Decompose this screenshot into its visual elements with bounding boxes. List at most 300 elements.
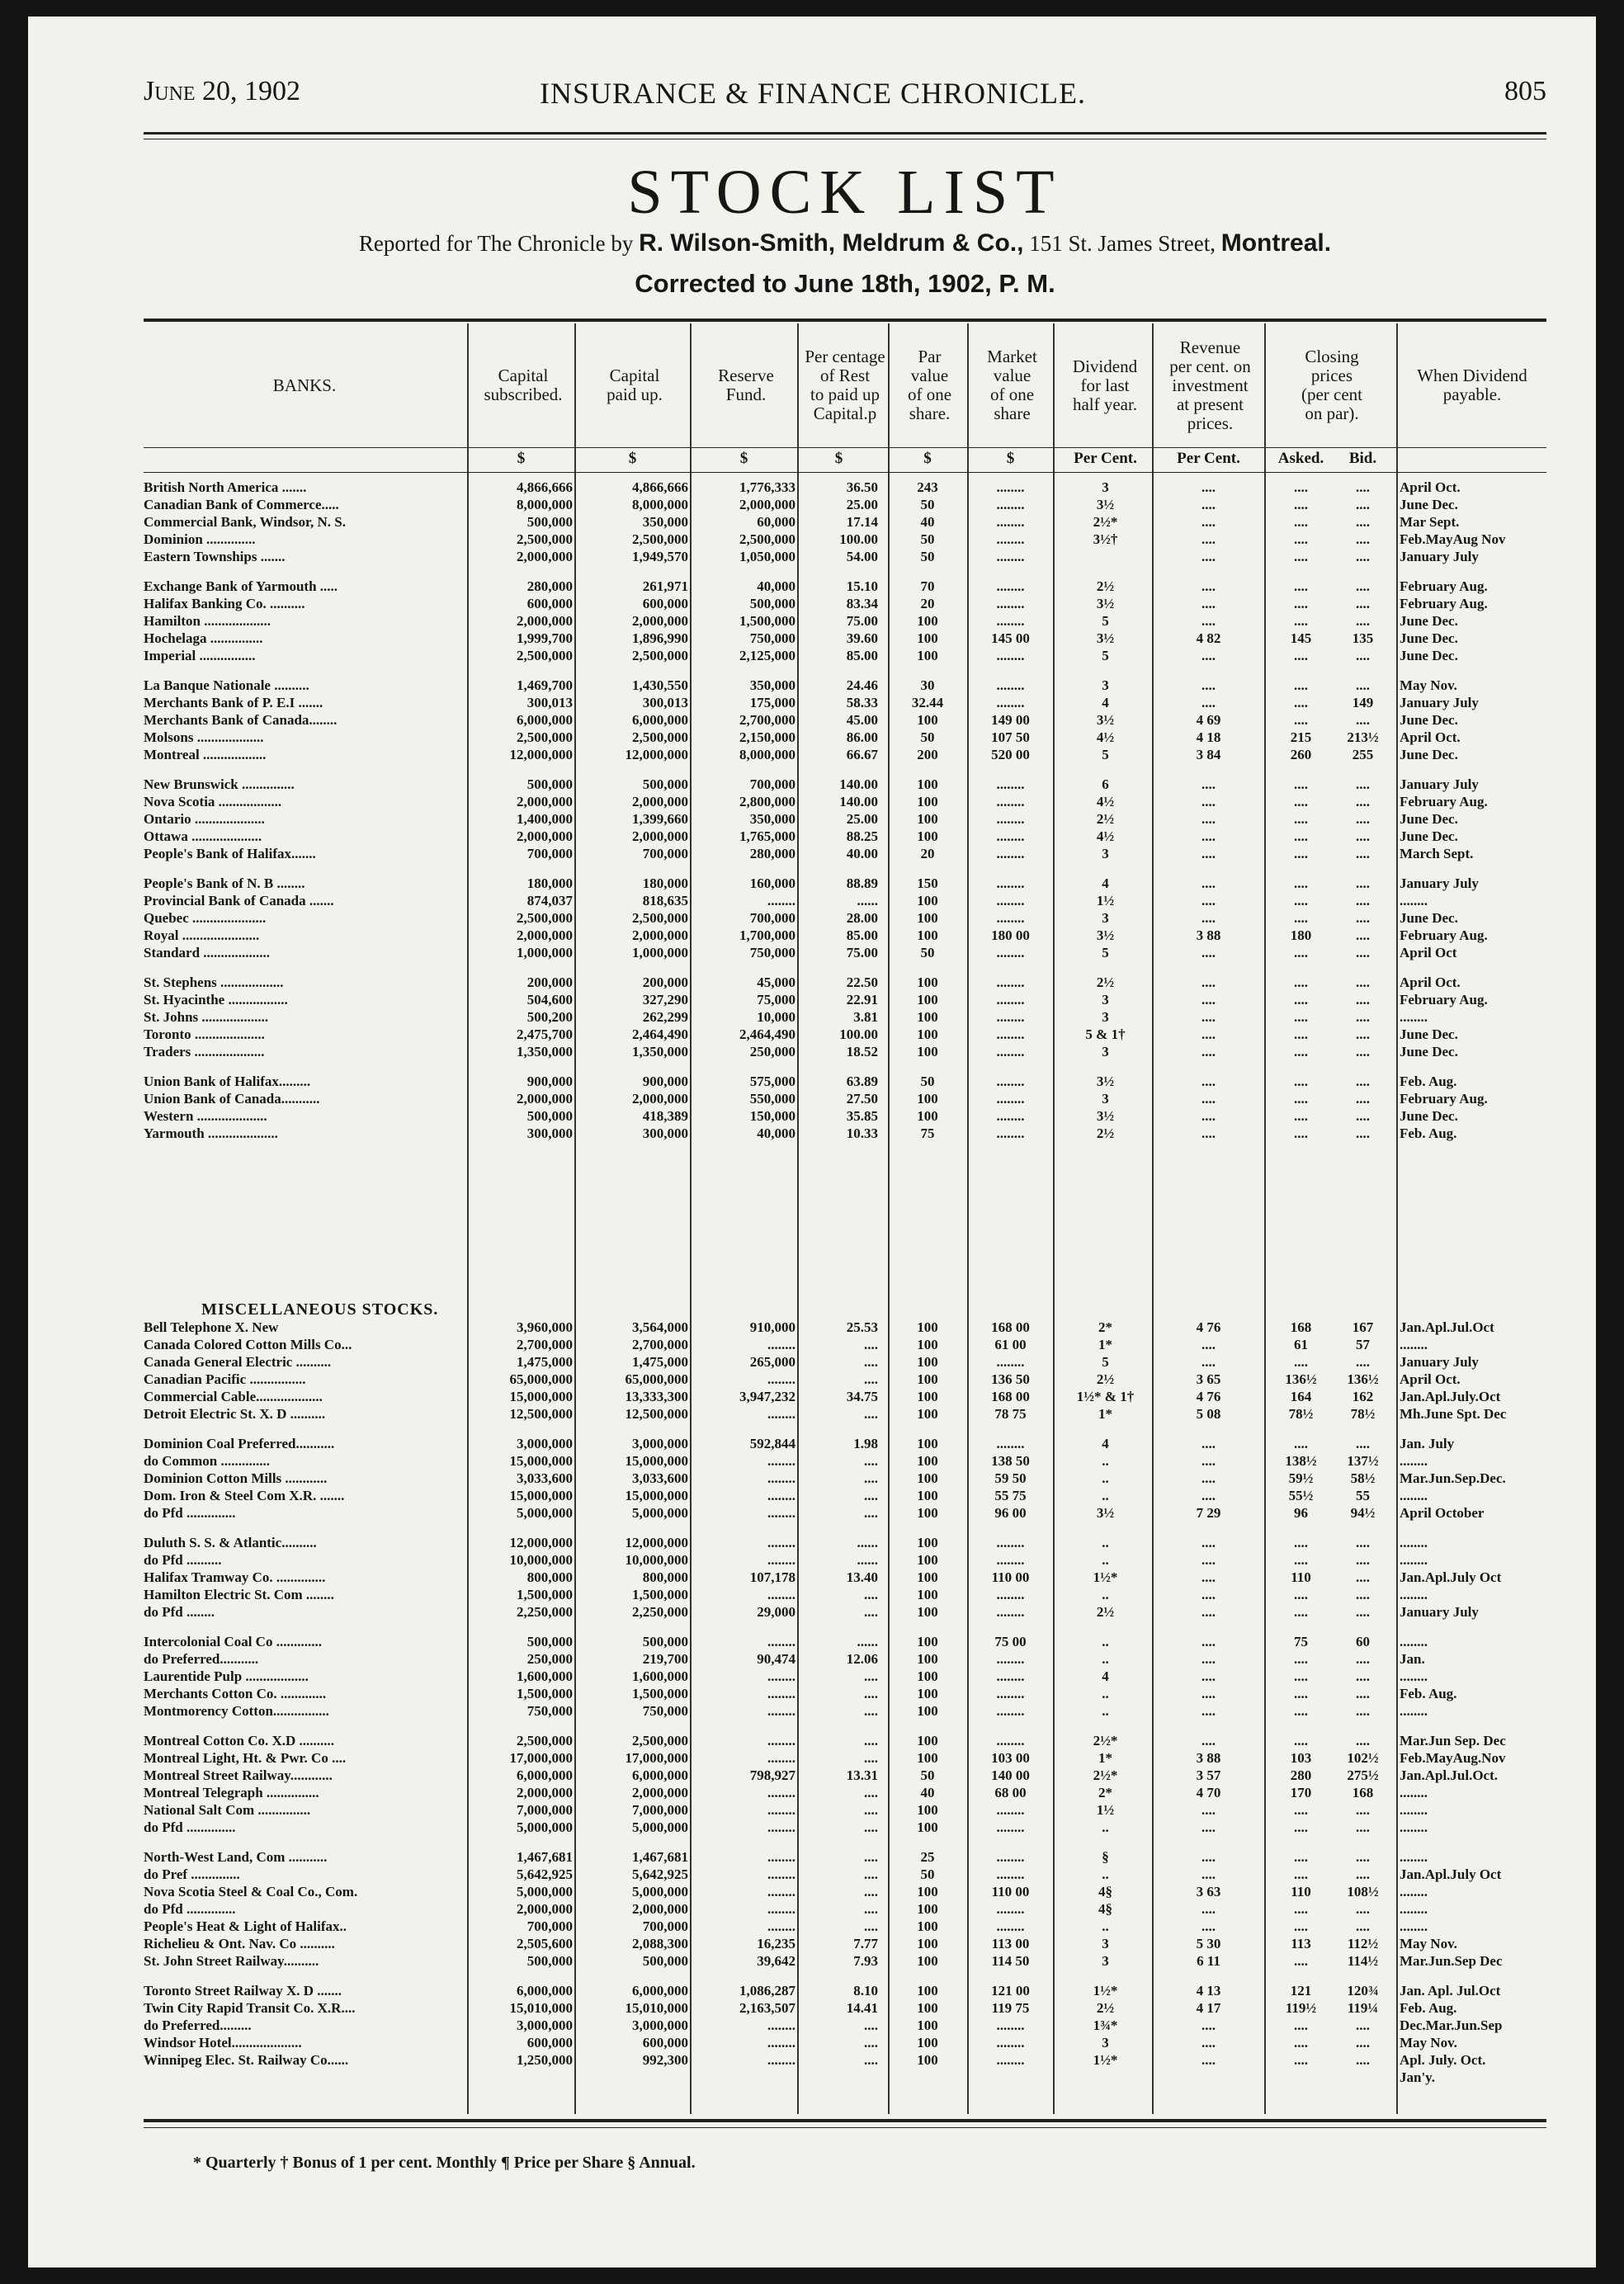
- cell-pct: 54.00: [846, 549, 878, 564]
- cell-name: Merchants Cotton Co. .............: [144, 1686, 327, 1701]
- table-row: [144, 496, 1546, 513]
- cell-res: ........: [767, 1470, 795, 1486]
- cell-ask: ....: [1294, 1587, 1308, 1602]
- cell-par: 100: [917, 1733, 938, 1748]
- cell-mkt: ........: [996, 1866, 1025, 1882]
- cell-rev: ....: [1201, 1703, 1216, 1719]
- cell-cap: 5,000,000: [517, 1819, 573, 1835]
- cell-name: Hamilton Electric St. Com ........: [144, 1587, 334, 1602]
- cell-ask: 59½: [1288, 1470, 1314, 1486]
- cell-rev: ....: [1201, 1470, 1216, 1486]
- cell-cap: 3,033,600: [517, 1470, 573, 1486]
- cell-pct: 63.89: [846, 1074, 878, 1089]
- reported-address: 151 St. James Street,: [1029, 231, 1216, 256]
- cell-rev: ....: [1201, 776, 1216, 792]
- cell-par: 100: [917, 1091, 938, 1107]
- cell-par: 100: [917, 712, 938, 728]
- cell-par: 200: [917, 747, 938, 762]
- cell-par: 100: [917, 1936, 938, 1951]
- cell-div: 5: [1102, 613, 1109, 629]
- table-row: [144, 776, 1546, 793]
- cell-par: 100: [917, 1819, 938, 1835]
- cell-mkt: ........: [996, 1108, 1025, 1124]
- cell-rev: 3 63: [1196, 1884, 1221, 1899]
- cell-rev: ....: [1201, 875, 1216, 891]
- cell-ask: ....: [1294, 846, 1308, 861]
- cell-pct: ....: [864, 1884, 878, 1899]
- cell-pay: June Dec.: [1400, 747, 1458, 762]
- cell-par: 40: [920, 514, 935, 530]
- unit-div: Per Cent.: [1074, 450, 1137, 467]
- cell-pct: 15.10: [846, 578, 878, 594]
- cell-rev: 3 88: [1196, 1750, 1221, 1766]
- cell-bid: 120¾: [1347, 1983, 1379, 1998]
- table-bottom-rule: [144, 2119, 1546, 2122]
- cell-pay: April Oct: [1400, 945, 1457, 960]
- cell-div: 4: [1102, 1668, 1109, 1684]
- cell-rev: ....: [1201, 1074, 1216, 1089]
- cell-par: 100: [917, 1044, 938, 1059]
- cell-name: Winnipeg Elec. St. Railway Co......: [144, 2052, 349, 2068]
- cell-mkt: ........: [996, 974, 1025, 990]
- table-row: [144, 746, 1546, 763]
- cell-paid: 2,700,000: [632, 1337, 688, 1352]
- cell-rev: 5 30: [1196, 1936, 1221, 1951]
- table-row: [144, 974, 1546, 991]
- cell-cap: 8,000,000: [517, 497, 573, 512]
- table-row: [144, 1603, 1546, 1621]
- cell-name: Ontario ....................: [144, 811, 265, 827]
- cell-par: 100: [917, 1901, 938, 1917]
- cell-bid: 255: [1352, 747, 1374, 762]
- cell-name: Hamilton ...................: [144, 613, 271, 629]
- cell-pct: 13.31: [846, 1767, 878, 1783]
- cell-pct: 58.33: [846, 695, 878, 710]
- cell-paid: 7,000,000: [632, 1802, 688, 1818]
- cell-mkt: ........: [996, 1802, 1025, 1818]
- cell-ask: 75: [1294, 1634, 1308, 1649]
- cell-name: Quebec .....................: [144, 910, 267, 926]
- cell-name: Yarmouth ....................: [144, 1125, 278, 1141]
- cell-div: 6: [1102, 776, 1109, 792]
- cell-pay: January July: [1400, 776, 1479, 792]
- cell-mkt: 168 00: [991, 1319, 1030, 1335]
- cell-name: Canada Colored Cotton Mills Co...: [144, 1337, 352, 1352]
- cell-div: 2½*: [1093, 1733, 1118, 1748]
- cell-bid: ....: [1356, 828, 1370, 844]
- cell-res: ........: [767, 1733, 795, 1748]
- cell-bid: 94½: [1350, 1505, 1376, 1521]
- cell-paid: 3,033,600: [632, 1470, 688, 1486]
- table-row: [144, 647, 1546, 664]
- cell-pay: May Nov.: [1400, 1936, 1457, 1951]
- cell-cap: 300,013: [526, 695, 573, 710]
- cell-par: 100: [917, 1470, 938, 1486]
- cell-paid: 12,000,000: [625, 1535, 688, 1550]
- cell-rev: 5 08: [1196, 1406, 1221, 1422]
- cell-res: ........: [767, 1406, 795, 1422]
- cell-cap: 2,000,000: [517, 1901, 573, 1917]
- reported-prefix: Reported for The Chronicle by: [358, 231, 634, 256]
- cell-rev: ....: [1201, 945, 1216, 960]
- unit-paid: $: [628, 450, 637, 467]
- cell-mkt: ........: [996, 497, 1025, 512]
- cell-res: 16,235: [757, 1936, 795, 1951]
- table-row: [144, 2034, 1546, 2051]
- cell-pay: Feb.MayAug.Nov: [1400, 1750, 1506, 1766]
- unit-bid: Bid.: [1348, 450, 1377, 467]
- cell-pct: 45.00: [846, 712, 878, 728]
- cell-rev: ....: [1201, 1453, 1216, 1469]
- page-body: [144, 17, 1546, 2267]
- cell-pct: ....: [864, 1505, 878, 1521]
- cell-pct: ....: [864, 1733, 878, 1748]
- cell-pct: 88.89: [846, 875, 878, 891]
- cell-pct: 18.52: [846, 1044, 878, 1059]
- cell-pay: June Dec.: [1400, 613, 1458, 629]
- cell-ask: ....: [1294, 479, 1308, 495]
- cell-pct: 14.41: [846, 2000, 878, 2016]
- cell-par: 100: [917, 1354, 938, 1370]
- cell-pay: ........: [1400, 1668, 1428, 1684]
- cell-name: Exchange Bank of Yarmouth .....: [144, 578, 338, 594]
- cell-mkt: ........: [996, 1091, 1025, 1107]
- cell-par: 100: [917, 974, 938, 990]
- cell-par: 100: [917, 1406, 938, 1422]
- cell-mkt: 75 00: [994, 1634, 1027, 1649]
- cell-bid: ....: [1356, 1074, 1370, 1089]
- cell-pct: ....: [864, 1371, 878, 1387]
- cell-name: Toronto Street Railway X. D .......: [144, 1983, 342, 1998]
- cell-paid: 2,000,000: [632, 1901, 688, 1917]
- cell-mkt: ........: [996, 893, 1025, 908]
- cell-res: 1,776,333: [739, 479, 795, 495]
- table-row: [144, 828, 1546, 845]
- cell-rev: 3 57: [1196, 1767, 1221, 1783]
- cell-cap: 250,000: [526, 1651, 573, 1667]
- cell-mkt: ........: [996, 1849, 1025, 1865]
- cell-ask: ....: [1294, 1074, 1308, 1089]
- cell-pct: ....: [864, 1866, 878, 1882]
- cell-res: 350,000: [749, 677, 795, 693]
- cell-pay: February Aug.: [1400, 992, 1488, 1008]
- table-row: [144, 991, 1546, 1008]
- cell-par: 100: [917, 1319, 938, 1335]
- misc-section-title: MISCELLANEOUS STOCKS.: [201, 1300, 439, 1319]
- cell-rev: ....: [1201, 974, 1216, 990]
- cell-mkt: ........: [996, 2017, 1025, 2033]
- table-row: [144, 1650, 1546, 1668]
- cell-cap: 2,500,000: [517, 531, 573, 547]
- cell-name: New Brunswick ...............: [144, 776, 295, 792]
- cell-cap: 2,000,000: [517, 794, 573, 809]
- cell-paid: 6,000,000: [632, 1983, 688, 1998]
- cell-mkt: 78 75: [994, 1406, 1027, 1422]
- cell-name: do Pref ..............: [144, 1866, 240, 1882]
- cell-res: ........: [767, 1802, 795, 1818]
- cell-bid: ....: [1356, 1091, 1370, 1107]
- cell-ask: ....: [1294, 613, 1308, 629]
- cell-ask: ....: [1294, 1091, 1308, 1107]
- cell-pay: ........: [1400, 1453, 1428, 1469]
- cell-bid: 167: [1352, 1319, 1374, 1335]
- cell-name: Merchants Bank of Canada........: [144, 712, 338, 728]
- header-bottom-rule: [144, 447, 1546, 448]
- cell-mkt: ........: [996, 596, 1025, 611]
- cell-mkt: 114 50: [991, 1953, 1030, 1969]
- cell-pay: Feb. Aug.: [1400, 2000, 1457, 2016]
- cell-ask: ....: [1294, 2052, 1308, 2068]
- cell-rev: ....: [1201, 1552, 1216, 1568]
- table-row: [144, 1999, 1546, 2017]
- cell-ask: ....: [1294, 531, 1308, 547]
- cell-div: 1*: [1098, 1337, 1112, 1352]
- table-row: [144, 1504, 1546, 1522]
- cell-pay: ........: [1400, 1819, 1428, 1835]
- cell-par: 50: [920, 549, 935, 564]
- col-market-value: Market value of one share: [987, 347, 1037, 423]
- cell-ask: ....: [1294, 1436, 1308, 1451]
- table-row: [144, 1551, 1546, 1569]
- cell-res: 10,000: [757, 1009, 795, 1025]
- col-capital-paid: Capital paid up.: [607, 366, 663, 404]
- cell-paid: 1,475,000: [632, 1354, 688, 1370]
- cell-pay: ........: [1400, 1703, 1428, 1719]
- cell-mkt: ........: [996, 992, 1025, 1008]
- cell-name: Dominion ..............: [144, 531, 256, 547]
- cell-div: §: [1102, 1849, 1109, 1865]
- cell-par: 100: [917, 2052, 938, 2068]
- cell-bid: 108½: [1347, 1884, 1379, 1899]
- cell-paid: 5,000,000: [632, 1505, 688, 1521]
- cell-cap: 1,500,000: [517, 1686, 573, 1701]
- unit-rev: Per Cent.: [1177, 450, 1240, 467]
- cell-paid: 5,000,000: [632, 1884, 688, 1899]
- cell-bid: ....: [1356, 1733, 1370, 1748]
- cell-div: 3: [1102, 1009, 1109, 1025]
- cell-par: 150: [917, 875, 938, 891]
- cell-res: ........: [767, 1686, 795, 1701]
- cell-div: 4: [1102, 875, 1109, 891]
- cell-bid: 57: [1356, 1337, 1370, 1352]
- cell-bid: ....: [1356, 531, 1370, 547]
- table-header: [144, 323, 1546, 447]
- cell-rev: ....: [1201, 497, 1216, 512]
- table-row: [144, 513, 1546, 531]
- cell-mkt: ........: [996, 1901, 1025, 1917]
- cell-cap: 15,010,000: [509, 2000, 573, 2016]
- cell-mkt: 520 00: [991, 747, 1030, 762]
- cell-mkt: ........: [996, 1686, 1025, 1701]
- table-row: [144, 1767, 1546, 1784]
- cell-ask: 260: [1290, 747, 1312, 762]
- cell-paid: 1,600,000: [632, 1668, 688, 1684]
- footnote: * Quarterly † Bonus of 1 per cent. Monthly ¶ Price per Share § Annual.: [193, 2154, 696, 2172]
- cell-div: 1¾*: [1093, 2017, 1118, 2033]
- cell-par: 100: [917, 927, 938, 943]
- cell-cap: 874,037: [526, 893, 573, 908]
- cell-pay: ........: [1400, 1552, 1428, 1568]
- cell-cap: 12,500,000: [509, 1406, 573, 1422]
- cell-div: 2½: [1096, 1125, 1115, 1141]
- cell-pay: January July: [1400, 1604, 1479, 1620]
- cell-res: 500,000: [749, 596, 795, 611]
- cell-paid: 500,000: [642, 1634, 688, 1649]
- cell-res: 550,000: [749, 1091, 795, 1107]
- cell-ask: 136½: [1285, 1371, 1317, 1387]
- cell-par: 25: [920, 1849, 935, 1865]
- cell-pay: February Aug.: [1400, 596, 1488, 611]
- cell-div: 2½: [1096, 1604, 1115, 1620]
- cell-ask: 103: [1290, 1750, 1312, 1766]
- cell-par: 100: [917, 1535, 938, 1550]
- cell-mkt: 107 50: [991, 729, 1030, 745]
- cell-rev: ....: [1201, 794, 1216, 809]
- cell-bid: ....: [1356, 1009, 1370, 1025]
- cell-pct: 36.50: [846, 479, 878, 495]
- cell-pay: ........: [1400, 1785, 1428, 1800]
- cell-par: 100: [917, 776, 938, 792]
- cell-ask: ....: [1294, 578, 1308, 594]
- cell-rev: ....: [1201, 893, 1216, 908]
- cell-res: 265,000: [749, 1354, 795, 1370]
- cell-rev: ....: [1201, 1044, 1216, 1059]
- cell-paid: 2,500,000: [632, 1733, 688, 1748]
- table-row: [144, 2051, 1546, 2069]
- cell-paid: 219,700: [642, 1651, 688, 1667]
- cell-cap: 1,500,000: [517, 1587, 573, 1602]
- cell-mkt: 113 00: [991, 1936, 1030, 1951]
- table-row: [144, 677, 1546, 694]
- cell-mkt: ........: [996, 1026, 1025, 1042]
- cell-mkt: 119 75: [991, 2000, 1030, 2016]
- table-row: [144, 1883, 1546, 1900]
- cell-paid: 15,000,000: [625, 1453, 688, 1469]
- cell-bid: ....: [1356, 712, 1370, 728]
- cell-cap: 1,350,000: [517, 1044, 573, 1059]
- cell-mkt: ........: [996, 1651, 1025, 1667]
- cell-pay: May Nov.: [1400, 2035, 1457, 2050]
- cell-ask: ....: [1294, 497, 1308, 512]
- cell-cap: 500,000: [526, 1108, 573, 1124]
- cell-name: Montreal Cotton Co. X.D ..........: [144, 1733, 335, 1748]
- cell-bid: 55: [1356, 1488, 1370, 1503]
- cell-pay: ........: [1400, 893, 1428, 908]
- cell-name: Canadian Pacific ................: [144, 1371, 306, 1387]
- table-row: [144, 1848, 1546, 1866]
- cell-cap: 2,500,000: [517, 729, 573, 745]
- cell-rev: ....: [1201, 1587, 1216, 1602]
- cell-div: 5: [1102, 747, 1109, 762]
- cell-bid: ....: [1356, 1802, 1370, 1818]
- cell-paid: 3,000,000: [632, 1436, 688, 1451]
- cell-name: do Preferred...........: [144, 1651, 259, 1667]
- cell-rev: ....: [1201, 1337, 1216, 1352]
- cell-par: 32.44: [911, 695, 944, 710]
- cell-ask: ....: [1294, 514, 1308, 530]
- cell-bid: 112½: [1347, 1936, 1379, 1951]
- cell-paid: 1,399,660: [632, 811, 688, 827]
- cell-div: 3½: [1096, 1074, 1115, 1089]
- cell-ask: ....: [1294, 794, 1308, 809]
- cell-bid: ....: [1356, 811, 1370, 827]
- cell-res: ........: [767, 1703, 795, 1719]
- cell-paid: 992,300: [642, 2052, 688, 2068]
- cell-rev: 4 70: [1196, 1785, 1221, 1800]
- reported-firm: R. Wilson-Smith, Meldrum & Co.,: [639, 229, 1024, 257]
- cell-ask: ....: [1294, 1651, 1308, 1667]
- cell-div: 3: [1102, 479, 1109, 495]
- cell-pct: ....: [864, 1354, 878, 1370]
- cell-ask: ....: [1294, 992, 1308, 1008]
- cell-rev: 6 11: [1197, 1953, 1220, 1969]
- cell-paid: 261,971: [642, 578, 688, 594]
- cell-bid: 135: [1352, 630, 1374, 646]
- cell-cap: 10,000,000: [509, 1552, 573, 1568]
- table-row: [144, 1008, 1546, 1026]
- cell-name: do Common ..............: [144, 1453, 271, 1469]
- cell-bid: ....: [1356, 846, 1370, 861]
- cell-bid: ....: [1356, 2017, 1370, 2033]
- table-row: [144, 1784, 1546, 1801]
- cell-cap: 180,000: [526, 875, 573, 891]
- cell-rev: ....: [1201, 596, 1216, 611]
- cell-name: British North America .......: [144, 479, 307, 495]
- cell-bid: ....: [1356, 2035, 1370, 2050]
- cell-res: 107,178: [749, 1569, 795, 1585]
- cell-bid: ....: [1356, 1354, 1370, 1370]
- cell-ask: ....: [1294, 1604, 1308, 1620]
- cell-mkt: ........: [996, 1044, 1025, 1059]
- cell-par: 75: [920, 1125, 935, 1141]
- cell-pay: February Aug.: [1400, 927, 1488, 943]
- cell-bid: ....: [1356, 927, 1370, 943]
- cell-res: ........: [767, 1918, 795, 1934]
- cell-div: 1*: [1098, 1750, 1112, 1766]
- cell-paid: 17,000,000: [625, 1750, 688, 1766]
- table-row: [144, 1866, 1546, 1883]
- cell-pct: ....: [864, 1785, 878, 1800]
- cell-paid: 300,013: [642, 695, 688, 710]
- table-row: [144, 2017, 1546, 2034]
- cell-bid: ....: [1356, 1849, 1370, 1865]
- cell-div: 5: [1102, 1354, 1109, 1370]
- cell-paid: 5,642,925: [632, 1866, 688, 1882]
- cell-par: 100: [917, 1569, 938, 1585]
- cell-pay: Jan.: [1400, 1651, 1425, 1667]
- cell-bid: ....: [1356, 893, 1370, 908]
- cell-cap: 2,000,000: [517, 1091, 573, 1107]
- cell-pay: ........: [1400, 1884, 1428, 1899]
- cell-rev: ....: [1201, 677, 1216, 693]
- cell-bid: ....: [1356, 479, 1370, 495]
- cell-cap: 2,000,000: [517, 613, 573, 629]
- unit-par: $: [923, 450, 932, 467]
- cell-pay: Jan.Apl.July Oct: [1400, 1569, 1502, 1585]
- cell-res: ........: [767, 2017, 795, 2033]
- page-title: STOCK LIST: [627, 158, 1063, 227]
- table-row: [144, 1405, 1546, 1423]
- cell-paid: 900,000: [642, 1074, 688, 1089]
- cell-bid: 58½: [1350, 1470, 1376, 1486]
- cell-name: Duluth S. S. & Atlantic..........: [144, 1535, 317, 1550]
- cell-name: Twin City Rapid Transit Co. X.R....: [144, 2000, 356, 2016]
- cell-rev: ....: [1201, 1436, 1216, 1451]
- cell-res: 45,000: [757, 974, 795, 990]
- cell-pay: February Aug.: [1400, 794, 1488, 809]
- cell-pay: June Dec.: [1400, 497, 1458, 512]
- cell-res: ........: [767, 1785, 795, 1800]
